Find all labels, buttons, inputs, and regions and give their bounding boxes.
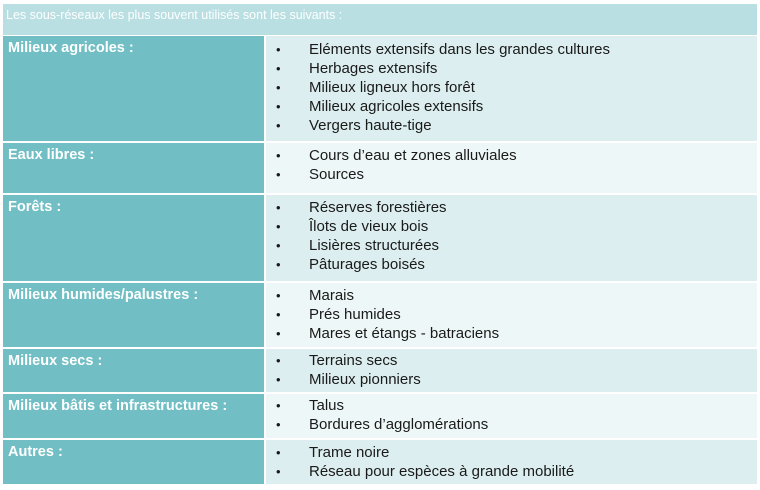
list-item: • Cours d’eau et zones alluviales — [266, 146, 757, 165]
table-row-dry-habitats — [3, 349, 757, 394]
category-label: Milieux agricoles : — [3, 36, 266, 141]
list-item: • Pâturages boisés — [266, 255, 757, 274]
list-item: • Marais — [266, 286, 757, 305]
table-row-forests — [3, 195, 757, 283]
item-list-cell — [266, 36, 757, 141]
list-item: • Îlots de vieux bois — [266, 217, 757, 236]
list-item: • Vergers haute-tige — [266, 116, 757, 135]
category-label: Autres : — [3, 440, 266, 484]
table-row-built-areas — [3, 394, 757, 440]
list-item: • Eléments extensifs dans les grandes cultures — [266, 40, 757, 59]
category-label: Milieux secs : — [3, 349, 266, 392]
list-item: • Réserves forestières — [266, 198, 757, 217]
list-item: • Prés humides — [266, 305, 757, 324]
item-list — [266, 198, 757, 274]
table-row-open-water — [3, 143, 757, 195]
item-list — [266, 351, 757, 389]
category-label: Forêts : — [3, 195, 266, 281]
list-item: • Milieux agricoles extensifs — [266, 97, 757, 116]
list-item: • Terrains secs — [266, 351, 757, 370]
category-label: Eaux libres : — [3, 143, 266, 193]
item-list-cell — [266, 283, 757, 347]
table-row-others — [3, 440, 757, 484]
list-item: • Herbages extensifs — [266, 59, 757, 78]
item-list — [266, 443, 757, 481]
item-list-cell — [266, 195, 757, 281]
item-list-cell — [266, 143, 757, 193]
category-label: Milieux bâtis et infrastructures : — [3, 394, 266, 438]
list-item: • Talus — [266, 396, 757, 415]
table-row-wetlands — [3, 283, 757, 349]
list-item: • Trame noire — [266, 443, 757, 462]
item-list — [266, 40, 757, 135]
item-list — [266, 396, 757, 434]
item-list-cell — [266, 440, 757, 484]
list-item: • Milieux pionniers — [266, 370, 757, 389]
list-item: • Sources — [266, 165, 757, 184]
item-list — [266, 146, 757, 184]
list-item: • Lisières structurées — [266, 236, 757, 255]
list-item: • Bordures d’agglomérations — [266, 415, 757, 434]
item-list-cell — [266, 394, 757, 438]
list-item: • Réseau pour espèces à grande mobilité — [266, 462, 757, 481]
list-item: • Mares et étangs - batraciens — [266, 324, 757, 343]
subnetwork-table — [3, 4, 757, 484]
category-label: Milieux humides/palustres : — [3, 283, 266, 347]
list-item: • Milieux ligneux hors forêt — [266, 78, 757, 97]
table-header: Les sous-réseaux les plus souvent utilisés sont les suivants : — [3, 4, 757, 36]
item-list-cell — [266, 349, 757, 392]
item-list — [266, 286, 757, 343]
table-row-agricultural — [3, 36, 757, 143]
